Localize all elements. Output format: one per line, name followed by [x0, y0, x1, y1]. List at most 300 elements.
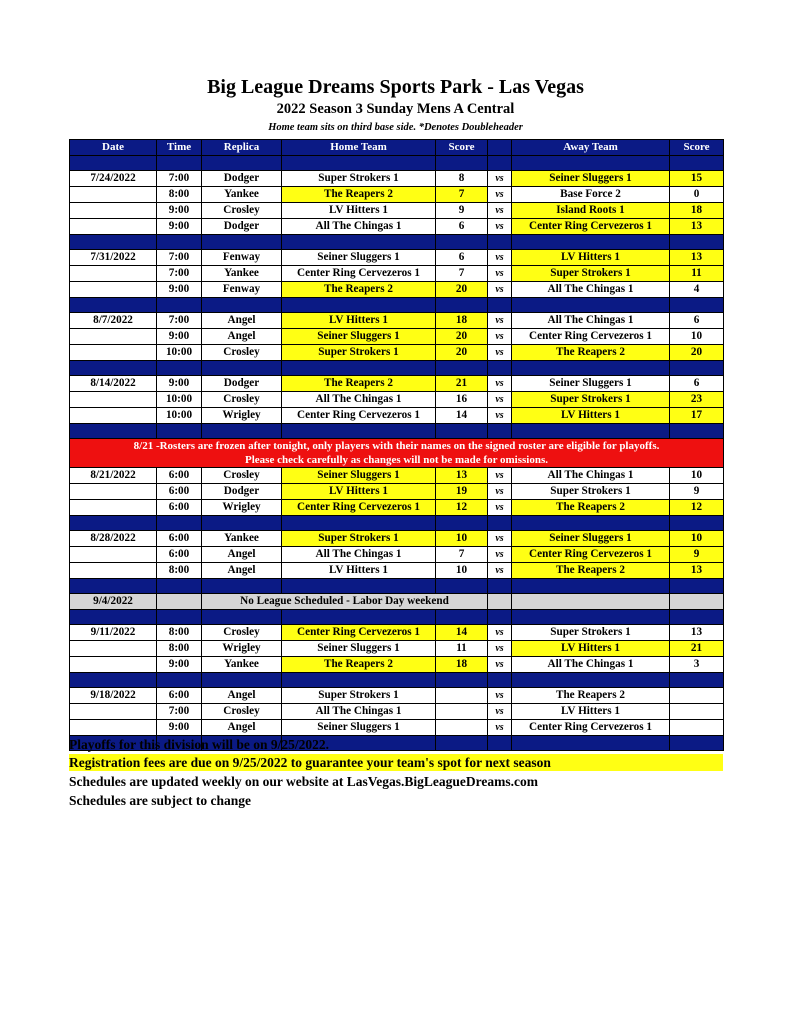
game-row — [70, 282, 724, 298]
home-score: 13 — [436, 468, 488, 484]
game-time: 6:00 — [157, 547, 202, 563]
spacer-cell — [670, 673, 724, 688]
game-row — [70, 657, 724, 673]
away-team: The Reapers 2 — [512, 563, 670, 579]
vs-label: vs — [488, 657, 512, 673]
game-date: 9/11/2022 — [70, 625, 157, 641]
game-date — [70, 563, 157, 579]
away-score: 11 — [670, 266, 724, 282]
spacer-cell — [512, 516, 670, 531]
field-replica: Crosley — [202, 203, 282, 219]
away-score: 13 — [670, 250, 724, 266]
spacer-cell — [488, 516, 512, 531]
no-league-text: No League Scheduled - Labor Day weekend — [202, 594, 488, 610]
game-row — [70, 219, 724, 235]
game-time: 9:00 — [157, 376, 202, 392]
vs-label: vs — [488, 688, 512, 704]
spacer-cell — [282, 516, 436, 531]
home-team: Seiner Sluggers 1 — [282, 720, 436, 736]
spacer-cell — [670, 610, 724, 625]
spacer-row — [70, 156, 724, 171]
game-date — [70, 657, 157, 673]
spacer-cell — [670, 298, 724, 313]
vs-label: vs — [488, 468, 512, 484]
vs-label: vs — [488, 187, 512, 203]
roster-freeze-alert — [70, 439, 724, 468]
game-date — [70, 282, 157, 298]
game-time: 8:00 — [157, 563, 202, 579]
game-row — [70, 547, 724, 563]
home-score: 12 — [436, 500, 488, 516]
away-team: Super Strokers 1 — [512, 392, 670, 408]
spacer-cell — [157, 235, 202, 250]
spacer-cell — [282, 579, 436, 594]
game-date — [70, 329, 157, 345]
home-score: 10 — [436, 531, 488, 547]
away-team: Center Ring Cervezeros 1 — [512, 329, 670, 345]
away-score: 13 — [670, 625, 724, 641]
vs-label: vs — [488, 266, 512, 282]
home-score: 7 — [436, 547, 488, 563]
vs-label: vs — [488, 329, 512, 345]
game-date — [70, 408, 157, 424]
spacer-cell — [202, 579, 282, 594]
page-title: Big League Dreams Sports Park - Las Vegas — [207, 76, 584, 98]
home-score: 7 — [436, 187, 488, 203]
spacer-cell — [157, 579, 202, 594]
spacer-cell — [157, 610, 202, 625]
away-team: All The Chingas 1 — [512, 282, 670, 298]
column-header: Score — [670, 140, 724, 156]
spacer-cell — [436, 361, 488, 376]
field-replica: Angel — [202, 720, 282, 736]
table-header-row — [70, 140, 724, 156]
away-team: The Reapers 2 — [512, 345, 670, 361]
home-team: Seiner Sluggers 1 — [282, 468, 436, 484]
away-score: 23 — [670, 392, 724, 408]
spacer-cell — [157, 156, 202, 171]
game-row — [70, 408, 724, 424]
field-replica: Dodger — [202, 376, 282, 392]
away-score: 17 — [670, 408, 724, 424]
away-team: Center Ring Cervezeros 1 — [512, 219, 670, 235]
away-score: 20 — [670, 345, 724, 361]
spacer-cell — [157, 516, 202, 531]
game-time: 9:00 — [157, 219, 202, 235]
spacer-cell — [70, 361, 157, 376]
spacer-cell — [436, 156, 488, 171]
spacer-cell — [670, 235, 724, 250]
game-row — [70, 376, 724, 392]
spacer-cell — [202, 361, 282, 376]
game-date — [70, 641, 157, 657]
spacer-cell — [157, 673, 202, 688]
home-team: The Reapers 2 — [282, 657, 436, 673]
alert-line-1: 8/21 -Rosters are frozen after tonight, only players with their names on the signed roster are eligible for playoffs. — [133, 440, 660, 452]
game-time: 10:00 — [157, 408, 202, 424]
field-replica: Crosley — [202, 392, 282, 408]
spacer-cell — [202, 610, 282, 625]
home-score: 21 — [436, 376, 488, 392]
spacer-cell — [670, 736, 724, 751]
vs-label: vs — [488, 500, 512, 516]
game-time: 7:00 — [157, 704, 202, 720]
game-time: 6:00 — [157, 468, 202, 484]
spacer-cell — [70, 298, 157, 313]
away-team: Seiner Sluggers 1 — [512, 531, 670, 547]
away-score: 6 — [670, 376, 724, 392]
column-header: Time — [157, 140, 202, 156]
home-score: 20 — [436, 329, 488, 345]
game-date — [70, 720, 157, 736]
field-replica: Crosley — [202, 345, 282, 361]
spacer-cell — [670, 361, 724, 376]
home-score: 19 — [436, 484, 488, 500]
spacer-row — [70, 424, 724, 439]
spacer-cell — [202, 673, 282, 688]
away-score: 3 — [670, 657, 724, 673]
game-date — [70, 547, 157, 563]
vs-label: vs — [488, 704, 512, 720]
spacer-cell — [436, 673, 488, 688]
home-score: 14 — [436, 408, 488, 424]
home-team: Center Ring Cervezeros 1 — [282, 266, 436, 282]
game-date: 8/7/2022 — [70, 313, 157, 329]
spacer-row — [70, 610, 724, 625]
game-row — [70, 688, 724, 704]
game-row — [70, 563, 724, 579]
spacer-cell — [512, 673, 670, 688]
spacer-cell — [436, 235, 488, 250]
home-score: 20 — [436, 345, 488, 361]
spacer-row — [70, 361, 724, 376]
table-cell — [157, 594, 202, 610]
field-replica: Wrigley — [202, 500, 282, 516]
game-date — [70, 187, 157, 203]
game-date: 8/14/2022 — [70, 376, 157, 392]
game-row — [70, 345, 724, 361]
away-team: The Reapers 2 — [512, 500, 670, 516]
vs-label: vs — [488, 408, 512, 424]
vs-label: vs — [488, 720, 512, 736]
away-team: Base Force 2 — [512, 187, 670, 203]
home-score: 6 — [436, 250, 488, 266]
game-date — [70, 219, 157, 235]
game-time: 9:00 — [157, 329, 202, 345]
no-league-row — [70, 594, 724, 610]
spacer-cell — [202, 424, 282, 439]
game-date: 8/21/2022 — [70, 468, 157, 484]
vs-label: vs — [488, 484, 512, 500]
spacer-cell — [70, 610, 157, 625]
home-score: 6 — [436, 219, 488, 235]
game-time: 9:00 — [157, 203, 202, 219]
home-team: LV Hitters 1 — [282, 203, 436, 219]
vs-label: vs — [488, 547, 512, 563]
home-team: Super Strokers 1 — [282, 531, 436, 547]
column-header: Home Team — [282, 140, 436, 156]
spacer-row — [70, 235, 724, 250]
field-replica: Wrigley — [202, 641, 282, 657]
field-replica: Yankee — [202, 531, 282, 547]
game-date: 7/24/2022 — [70, 171, 157, 187]
field-replica: Angel — [202, 547, 282, 563]
away-score: 9 — [670, 484, 724, 500]
spacer-cell — [436, 579, 488, 594]
vs-label: vs — [488, 345, 512, 361]
home-team: Center Ring Cervezeros 1 — [282, 500, 436, 516]
home-team: All The Chingas 1 — [282, 547, 436, 563]
field-replica: Angel — [202, 563, 282, 579]
away-team: Island Roots 1 — [512, 203, 670, 219]
home-team: LV Hitters 1 — [282, 313, 436, 329]
spacer-cell — [70, 235, 157, 250]
away-team: All The Chingas 1 — [512, 468, 670, 484]
column-header — [488, 140, 512, 156]
away-score — [670, 720, 724, 736]
game-date — [70, 500, 157, 516]
game-row — [70, 484, 724, 500]
doubleheader-note: Home team sits on third base side. *Denotes Doubleheader — [268, 122, 523, 133]
game-row — [70, 625, 724, 641]
spacer-cell — [202, 298, 282, 313]
away-score: 10 — [670, 329, 724, 345]
field-replica: Yankee — [202, 657, 282, 673]
spacer-cell — [488, 361, 512, 376]
game-time: 6:00 — [157, 484, 202, 500]
spacer-cell — [282, 156, 436, 171]
vs-label: vs — [488, 376, 512, 392]
spacer-cell — [512, 424, 670, 439]
game-row — [70, 313, 724, 329]
spacer-cell — [157, 298, 202, 313]
game-time: 7:00 — [157, 171, 202, 187]
home-team: The Reapers 2 — [282, 282, 436, 298]
spacer-cell — [70, 673, 157, 688]
away-team: Center Ring Cervezeros 1 — [512, 720, 670, 736]
home-team: Seiner Sluggers 1 — [282, 641, 436, 657]
game-time: 6:00 — [157, 500, 202, 516]
away-score — [670, 688, 724, 704]
game-time: 9:00 — [157, 720, 202, 736]
vs-label: vs — [488, 641, 512, 657]
away-score: 10 — [670, 531, 724, 547]
schedule-table — [69, 139, 724, 751]
game-time: 6:00 — [157, 688, 202, 704]
away-score — [670, 704, 724, 720]
vs-label: vs — [488, 563, 512, 579]
alert-line-2: Please check carefully as changes will not be made for omissions. — [245, 454, 548, 466]
game-date: 7/31/2022 — [70, 250, 157, 266]
spacer-cell — [436, 298, 488, 313]
spacer-cell — [157, 424, 202, 439]
away-score: 6 — [670, 313, 724, 329]
field-replica: Wrigley — [202, 408, 282, 424]
game-row — [70, 329, 724, 345]
game-time: 9:00 — [157, 282, 202, 298]
spacer-cell — [488, 673, 512, 688]
vs-label: vs — [488, 250, 512, 266]
home-score — [436, 688, 488, 704]
home-score: 18 — [436, 657, 488, 673]
spacer-cell — [512, 298, 670, 313]
spacer-cell — [70, 579, 157, 594]
vs-label: vs — [488, 531, 512, 547]
away-team: Center Ring Cervezeros 1 — [512, 547, 670, 563]
change-note: Schedules are subject to change — [69, 793, 251, 808]
game-row — [70, 500, 724, 516]
home-score — [436, 720, 488, 736]
page-subtitle: 2022 Season 3 Sunday Mens A Central — [276, 101, 515, 117]
away-team: Super Strokers 1 — [512, 484, 670, 500]
column-header: Replica — [202, 140, 282, 156]
game-date — [70, 203, 157, 219]
away-score: 13 — [670, 219, 724, 235]
away-team: All The Chingas 1 — [512, 657, 670, 673]
away-team: Seiner Sluggers 1 — [512, 376, 670, 392]
spacer-cell — [512, 736, 670, 751]
game-date: 9/18/2022 — [70, 688, 157, 704]
game-time: 9:00 — [157, 657, 202, 673]
home-score: 16 — [436, 392, 488, 408]
away-team: All The Chingas 1 — [512, 313, 670, 329]
column-header: Score — [436, 140, 488, 156]
game-time: 7:00 — [157, 266, 202, 282]
spacer-cell — [282, 298, 436, 313]
spacer-cell — [670, 516, 724, 531]
field-replica: Dodger — [202, 484, 282, 500]
spacer-cell — [488, 424, 512, 439]
spacer-cell — [512, 235, 670, 250]
away-team: Super Strokers 1 — [512, 266, 670, 282]
away-score: 9 — [670, 547, 724, 563]
game-time: 7:00 — [157, 313, 202, 329]
spacer-cell — [670, 579, 724, 594]
game-row — [70, 187, 724, 203]
spacer-cell — [488, 156, 512, 171]
away-score: 0 — [670, 187, 724, 203]
home-team: Center Ring Cervezeros 1 — [282, 625, 436, 641]
spacer-cell — [202, 235, 282, 250]
away-team: Seiner Sluggers 1 — [512, 171, 670, 187]
table-cell — [512, 594, 670, 610]
game-row — [70, 171, 724, 187]
home-team: All The Chingas 1 — [282, 219, 436, 235]
away-score: 12 — [670, 500, 724, 516]
away-score: 4 — [670, 282, 724, 298]
away-team: LV Hitters 1 — [512, 250, 670, 266]
field-replica: Dodger — [202, 171, 282, 187]
spacer-cell — [488, 235, 512, 250]
spacer-cell — [436, 736, 488, 751]
home-score: 11 — [436, 641, 488, 657]
spacer-cell — [70, 424, 157, 439]
spacer-cell — [512, 610, 670, 625]
home-team: Seiner Sluggers 1 — [282, 250, 436, 266]
vs-label: vs — [488, 313, 512, 329]
home-score: 7 — [436, 266, 488, 282]
spacer-cell — [157, 361, 202, 376]
spacer-row — [70, 579, 724, 594]
home-score: 9 — [436, 203, 488, 219]
field-replica: Angel — [202, 329, 282, 345]
column-header: Date — [70, 140, 157, 156]
table-cell — [488, 594, 512, 610]
spacer-cell — [202, 156, 282, 171]
game-time: 8:00 — [157, 625, 202, 641]
game-time: 7:00 — [157, 250, 202, 266]
away-team: The Reapers 2 — [512, 688, 670, 704]
away-team: LV Hitters 1 — [512, 704, 670, 720]
away-score: 18 — [670, 203, 724, 219]
home-team: All The Chingas 1 — [282, 704, 436, 720]
spacer-cell — [436, 610, 488, 625]
spacer-row — [70, 673, 724, 688]
home-team: Center Ring Cervezeros 1 — [282, 408, 436, 424]
game-row — [70, 531, 724, 547]
field-replica: Dodger — [202, 219, 282, 235]
spacer-cell — [488, 610, 512, 625]
field-replica: Angel — [202, 313, 282, 329]
away-score: 21 — [670, 641, 724, 657]
game-time: 8:00 — [157, 641, 202, 657]
game-row — [70, 392, 724, 408]
home-team: Seiner Sluggers 1 — [282, 329, 436, 345]
away-team: LV Hitters 1 — [512, 641, 670, 657]
game-row — [70, 468, 724, 484]
spacer-cell — [282, 235, 436, 250]
game-time: 10:00 — [157, 345, 202, 361]
field-replica: Crosley — [202, 704, 282, 720]
game-row — [70, 266, 724, 282]
spacer-cell — [70, 156, 157, 171]
home-team: All The Chingas 1 — [282, 392, 436, 408]
field-replica: Fenway — [202, 250, 282, 266]
field-replica: Yankee — [202, 266, 282, 282]
game-row — [70, 641, 724, 657]
spacer-cell — [670, 156, 724, 171]
home-team: The Reapers 2 — [282, 187, 436, 203]
home-score: 10 — [436, 563, 488, 579]
spacer-row — [70, 516, 724, 531]
spacer-cell — [512, 361, 670, 376]
home-score: 18 — [436, 313, 488, 329]
vs-label: vs — [488, 171, 512, 187]
home-team: LV Hitters 1 — [282, 484, 436, 500]
game-date — [70, 392, 157, 408]
game-row — [70, 720, 724, 736]
home-score — [436, 704, 488, 720]
game-date: 9/4/2022 — [70, 594, 157, 610]
home-team: Super Strokers 1 — [282, 688, 436, 704]
vs-label: vs — [488, 392, 512, 408]
game-time: 10:00 — [157, 392, 202, 408]
spacer-cell — [282, 361, 436, 376]
away-score: 10 — [670, 468, 724, 484]
home-score: 8 — [436, 171, 488, 187]
game-date — [70, 484, 157, 500]
game-date: 8/28/2022 — [70, 531, 157, 547]
field-replica: Crosley — [202, 625, 282, 641]
field-replica: Crosley — [202, 468, 282, 484]
spacer-cell — [436, 516, 488, 531]
vs-label: vs — [488, 219, 512, 235]
home-team: Super Strokers 1 — [282, 345, 436, 361]
playoffs-note: Playoffs for this division will be on 9/25/2022. — [69, 737, 330, 752]
table-cell — [670, 594, 724, 610]
game-row — [70, 250, 724, 266]
game-time: 6:00 — [157, 531, 202, 547]
